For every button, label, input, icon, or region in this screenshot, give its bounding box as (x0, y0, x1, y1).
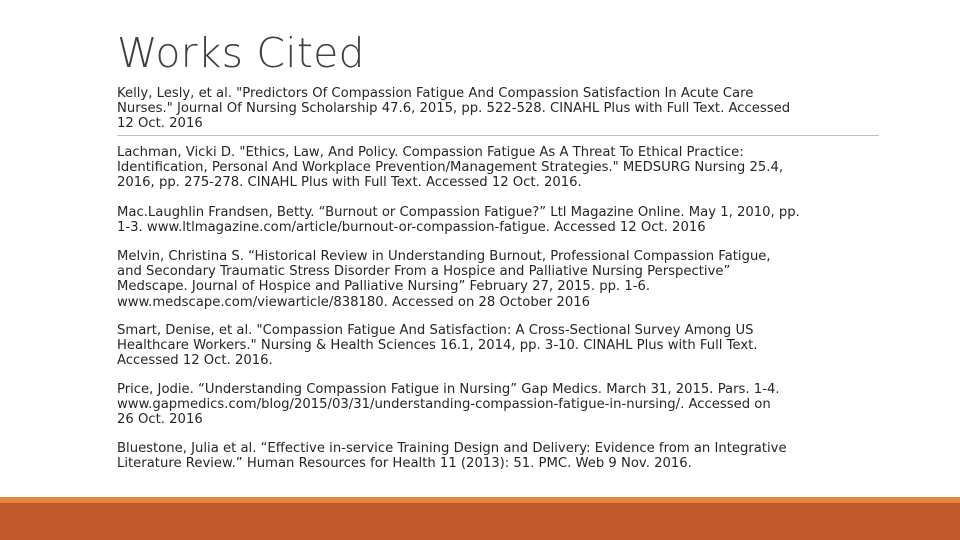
footer-accent-strip (0, 497, 960, 503)
citation-entry: Kelly, Lesly, et al. "Predictors Of Compassion Fatigue And Compassion Satisfaction In Acute Care Nurses." Journal Of Nursing Scholarship 47.6, 2015, pp. 522-528. CINAHL Plus with Full Text. Accessed 12 Oct. 2016 (117, 86, 791, 132)
footer-band (0, 497, 960, 540)
slide-title: Works Cited (117, 29, 365, 77)
citation-entry: Lachman, Vicki D. "Ethics, Law, And Policy. Compassion Fatigue As A Threat To Ethical Practice: Identification, Personal And Workplace Prevention/Management Strategies." MEDSURG Nursing 25.4, 2016, pp. 275-278. CINAHL Plus with Full Text. Accessed 12 Oct. 2016. (117, 145, 784, 191)
divider-line (117, 135, 879, 136)
citation-entry: Melvin, Christina S. “Historical Review in Understanding Burnout, Professional Compassion Fatigue, and Secondary Traumatic Stress Disorder From a Hospice and Palliative Nursing Perspective” Medscape. Journal of Hospice and Palliative Nursing” February 27, 2015. pp. 1-6. www.medscape.com/viewarticle/838180. Accessed on 28 October 2016 (117, 249, 771, 310)
citation-entry: Smart, Denise, et al. "Compassion Fatigue And Satisfaction: A Cross-Sectional Survey Among US Healthcare Workers." Nursing & Health Sciences 16.1, 2014, pp. 3-10. CINAHL Plus with Full Text. Accessed 12 Oct. 2016. (117, 323, 758, 369)
citation-entry: Price, Jodie. “Understanding Compassion Fatigue in Nursing” Gap Medics. March 31, 2015. Pars. 1-4. www.gapmedics.com/blog/2015/03/31/understanding-compassion-fatigue-in-nursing/. Accessed on 26 Oct. 2016 (117, 382, 780, 428)
citation-entry: Mac.Laughlin Frandsen, Betty. “Burnout or Compassion Fatigue?” Ltl Magazine Online. May 1, 2010, pp. 1-3. www.ltlmagazine.com/article/burnout-or-compassion-fatigue. Accessed 12 Oct. 2016 (117, 205, 800, 236)
citation-entry: Bluestone, Julia et al. “Effective in-service Training Design and Delivery: Evidence from an Integrative Literature Review.” Human Resources for Health 11 (2013): 51. PMC. Web 9 Nov. 2016. (117, 441, 787, 472)
